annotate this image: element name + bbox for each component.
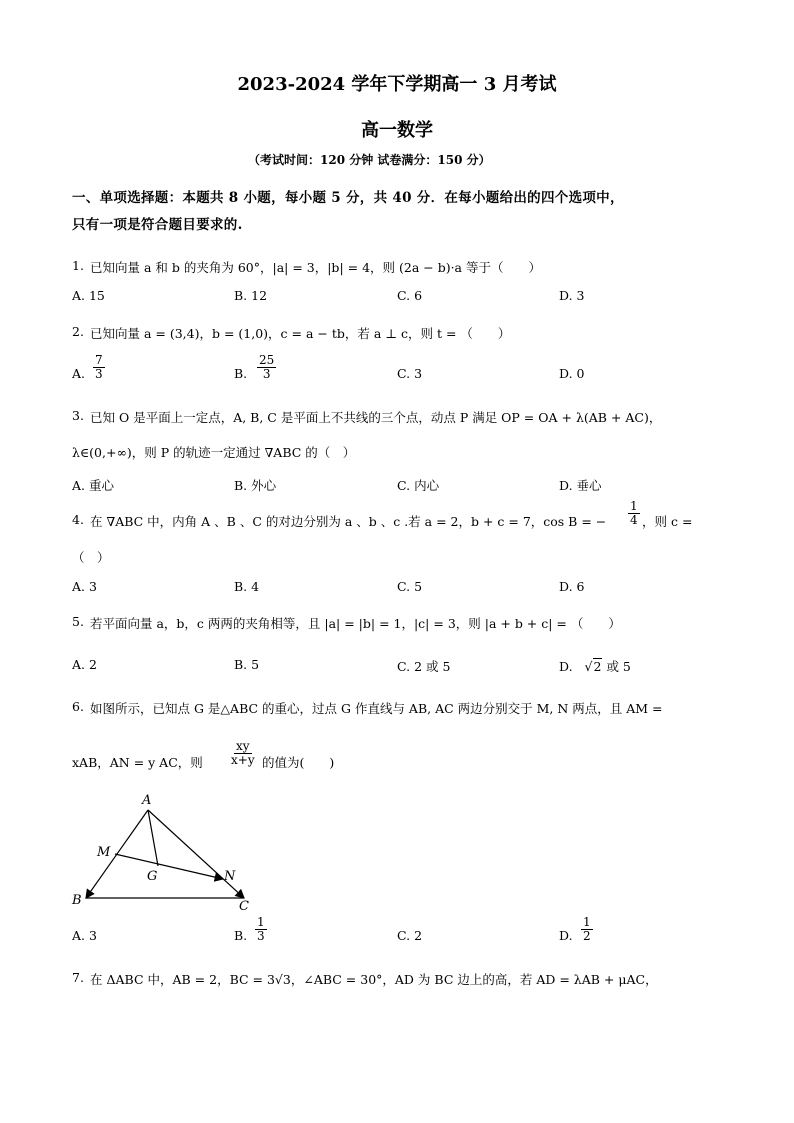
fraction-numerator: 1 — [583, 915, 591, 929]
option-c[interactable]: C. 3 — [397, 366, 423, 381]
xy-fraction — [229, 740, 257, 767]
section-heading-line1: 一、单项选择题：本题共 8 小题，每小题 5 分，共 40 分．在每小题给出的四个选项中， — [72, 190, 624, 206]
fraction-numerator: 7 — [95, 353, 103, 367]
fraction-denominator: 3 — [262, 367, 271, 381]
option-c[interactable]: C. 2 或 5 — [397, 659, 451, 674]
question-number: 6. — [72, 699, 84, 714]
question-text: 在 ΔABC 中，AB = 2，BC = 3√3，∠ABC = 30°，AD 为 BC 边上的高，若 AD = λAB + μAC， — [90, 972, 658, 987]
option-d-fraction — [581, 916, 593, 943]
fraction-denominator: 3 — [95, 367, 103, 381]
option-b-fraction — [257, 354, 276, 381]
option-a[interactable]: A. 3 — [72, 928, 97, 943]
fraction-denominator: 2 — [583, 929, 591, 943]
question-text: 若平面向量 a，b，c 两两的夹角相等，且 |a| = |b| = 1，|c| = 3，则 |a + b + c| = （ ） — [90, 616, 621, 631]
subject-title: 高一数学 — [361, 120, 433, 141]
option-b[interactable]: B. — [234, 366, 248, 381]
fraction-numerator: 25 — [259, 353, 275, 367]
option-a[interactable]: A. 2 — [72, 657, 97, 672]
question-text-line1: 如图所示，已知点 G 是△ABC 的重心，过点 G 作直线与 AB, AC 两边分别交于 M, N 两点，且 AM = — [90, 701, 663, 716]
question-text: 已知向量 a = (3,4)，b = (1,0)，c = a − tb，若 a ⊥ c，则 t = （ ） — [90, 326, 511, 341]
fraction-numerator: xy — [236, 739, 250, 753]
question-text-line2b: 的值为( ) — [262, 755, 335, 770]
option-b[interactable]: B. 5 — [234, 657, 260, 672]
label-m: M — [97, 845, 111, 860]
option-c[interactable]: C. 6 — [397, 288, 423, 303]
label-n: N — [224, 869, 236, 884]
option-c[interactable]: C. 内心 — [397, 478, 440, 493]
option-a[interactable]: A. 重心 — [72, 478, 114, 493]
sqrt-symbol: √2 — [584, 659, 602, 674]
cos-fraction — [628, 500, 640, 527]
option-a[interactable]: A. 3 — [72, 579, 97, 594]
question-text-line1: 在 ∇ABC 中，内角 A 、B 、C 的对边分别为 a 、b 、c .若 a = 2，b + c = 7，cos B = − — [90, 514, 607, 529]
question-number: 1. — [72, 258, 84, 273]
line-mn — [115, 854, 223, 879]
option-d[interactable] — [559, 657, 631, 675]
question-number: 5. — [72, 614, 84, 629]
fraction-denominator: 3 — [257, 929, 265, 943]
section-heading-line2: 只有一项是符合题目要求的. — [72, 217, 243, 233]
question-text-line2: λ∈(0,+∞)，则 P 的轨迹一定通过 ∇ABC 的（ ） — [72, 445, 356, 460]
question-number: 7. — [72, 970, 84, 985]
option-label: D. — [559, 659, 573, 674]
option-d[interactable]: D. 垂心 — [559, 478, 602, 493]
exam-title: 2023-2024 学年下学期高一 3 月考试 — [237, 74, 557, 95]
option-d[interactable]: D. 3 — [559, 288, 585, 303]
fraction-numerator: 1 — [257, 915, 265, 929]
option-b[interactable]: B. 4 — [234, 579, 260, 594]
label-c: C — [239, 899, 249, 914]
question-text-line1-end: ，则 c = — [642, 514, 693, 529]
triangle-figure — [66, 790, 266, 915]
fraction-denominator: 4 — [630, 513, 638, 527]
option-suffix: 或 5 — [606, 659, 631, 674]
question-number: 4. — [72, 512, 84, 527]
option-b[interactable]: B. — [234, 928, 248, 943]
question-text-line2a: xAB，AN = y AC，则 — [72, 755, 203, 770]
option-c[interactable]: C. 2 — [397, 928, 423, 943]
label-g: G — [147, 869, 158, 884]
option-a[interactable]: A. 15 — [72, 288, 105, 303]
question-number: 2. — [72, 324, 84, 339]
label-b: B — [72, 893, 82, 908]
option-b[interactable]: B. 外心 — [234, 478, 277, 493]
exam-info: （考试时间：120 分钟 试卷满分：150 分） — [248, 153, 491, 167]
option-d[interactable]: D. 6 — [559, 579, 585, 594]
label-a: A — [142, 793, 152, 808]
option-a[interactable]: A. — [72, 366, 86, 381]
question-number: 3. — [72, 408, 84, 423]
option-d[interactable]: D. — [559, 928, 573, 943]
option-c[interactable]: C. 5 — [397, 579, 423, 594]
side-ac — [148, 810, 244, 898]
fraction-numerator: 1 — [630, 499, 638, 513]
option-b-fraction — [255, 916, 267, 943]
option-a-fraction — [93, 354, 105, 381]
option-b[interactable]: B. 12 — [234, 288, 268, 303]
option-d[interactable]: D. 0 — [559, 366, 585, 381]
question-text-line2: （ ） — [72, 550, 110, 565]
question-text-line1: 已知 O 是平面上一定点，A, B, C 是平面上不共线的三个点，动点 P 满足 OP = OA + λ(AB + AC)， — [90, 410, 662, 425]
question-text: 已知向量 a 和 b 的夹角为 60°，|a| = 3，|b| = 4，则 (2a − b)·a 等于（ ） — [90, 260, 541, 275]
fraction-denominator: x+y — [231, 753, 255, 767]
sqrt-radicand: 2 — [593, 659, 602, 674]
